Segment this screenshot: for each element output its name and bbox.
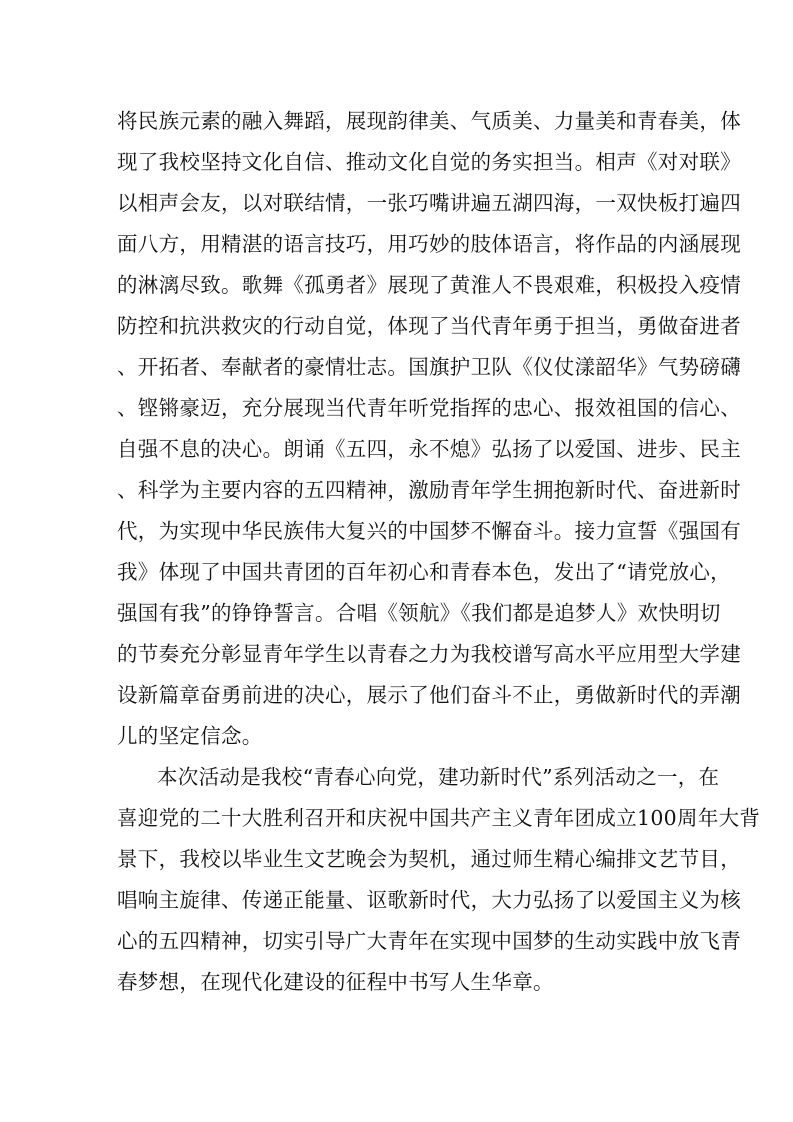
paragraph-1-line: 、铿锵豪迈，充分展现当代青年听党指挥的忠心、报效祖国的信心、 — [117, 396, 741, 420]
paragraph-1-line: 儿的坚定信念。 — [117, 724, 263, 748]
paragraph-1-line: 以相声会友，以对联结情，一张巧嘴讲遍五湖四海，一双快板打遍四 — [117, 191, 741, 215]
paragraph-1-line: 面八方，用精湛的语言技巧，用巧妙的肢体语言，将作品的内涵展现 — [117, 232, 741, 256]
paragraph-2-line: 喜迎党的二十大胜利召开和庆祝中国共产主义青年团成立100周年大背 — [117, 806, 761, 830]
paragraph-2-line: 景下，我校以毕业生文艺晚会为契机，通过师生精心编排文艺节目， — [117, 847, 741, 871]
paragraph-2-line: 心的五四精神，切实引导广大青年在实现中国梦的生动实践中放飞青 — [117, 929, 741, 953]
paragraph-1-line: 设新篇章奋勇前进的决心，展示了他们奋斗不止，勇做新时代的弄潮 — [117, 683, 741, 707]
paragraph-1-line: 我》体现了中国共青团的百年初心和青春本色，发出了“请党放心， — [117, 560, 731, 584]
paragraph-2-line: 春梦想，在现代化建设的征程中书写人生华章。 — [117, 970, 554, 994]
paragraph-1-line: 将民族元素的融入舞蹈，展现韵律美、气质美、力量美和青春美，体 — [117, 109, 741, 133]
paragraph-1-line: 的节奏充分彰显青年学生以青春之力为我校谱写高水平应用型大学建 — [117, 642, 741, 666]
paragraph-1-line: 、科学为主要内容的五四精神，激励青年学生拥抱新时代、奋进新时 — [117, 478, 741, 502]
paragraph-1-line: 现了我校坚持文化自信、推动文化自觉的务实担当。相声《对对联》 — [117, 150, 741, 174]
paragraph-1-line: 强国有我”的铮铮誓言。合唱《领航》《我们都是追梦人》欢快明切 — [117, 601, 721, 625]
paragraph-2-line: 本次活动是我校“青春心向党，建功新时代”系列活动之一，在 — [157, 765, 720, 789]
paragraph-1-line: 代，为实现中华民族伟大复兴的中国梦不懈奋斗。接力宣誓《强国有 — [117, 519, 741, 543]
paragraph-1-line: 自强不息的决心。朗诵《五四，永不熄》弘扬了以爱国、进步、民主 — [117, 437, 741, 461]
paragraph-2-line: 唱响主旋律、传递正能量、讴歌新时代，大力弘扬了以爱国主义为核 — [117, 888, 741, 912]
paragraph-1-line: 的淋漓尽致。歌舞《孤勇者》展现了黄淮人不畏艰难，积极投入疫情 — [117, 273, 741, 297]
paragraph-1-line: 、开拓者、奉献者的豪情壮志。国旗护卫队《仪仗漾韶华》气势磅礴 — [117, 355, 741, 379]
paragraph-1-line: 防控和抗洪救灾的行动自觉，体现了当代青年勇于担当，勇做奋进者 — [117, 314, 741, 338]
